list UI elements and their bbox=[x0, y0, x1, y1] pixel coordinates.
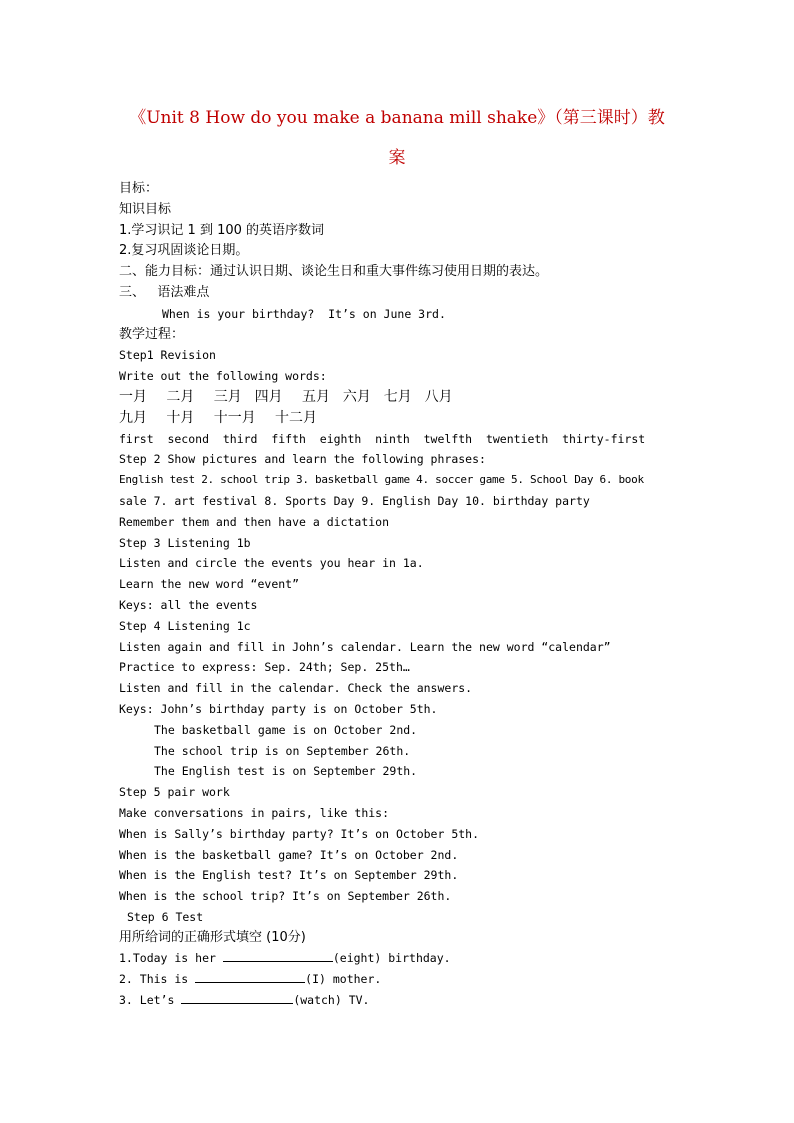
step4-instruction: Listen again and fill in John’s calendar. Learn the new word “calendar” bbox=[119, 639, 611, 654]
step6-heading: Step 6 Test bbox=[127, 909, 204, 924]
keys-line-2: The basketball game is on October 2nd. bbox=[154, 722, 418, 737]
step5-instruction: Make conversations in pairs, like this: bbox=[119, 805, 390, 820]
keys-line-1: Keys: John’s birthday party is on October 5th. bbox=[119, 701, 438, 716]
check-answers: Listen and fill in the calendar. Check the answers. bbox=[119, 681, 473, 696]
doc-title-line2: 案 bbox=[388, 148, 406, 168]
teaching-process-heading: 教学过程： bbox=[119, 326, 185, 342]
question-3-hint: (watch) TV. bbox=[293, 993, 370, 1008]
phrases-line-2: sale 7. art festival 8. Sports Day 9. English Day 10. birthday party bbox=[119, 493, 590, 508]
question-1-text: 1.Today is her bbox=[119, 951, 223, 966]
question-1 bbox=[119, 948, 719, 969]
keys-line-3: The school trip is on September 26th. bbox=[154, 743, 411, 758]
step1-instruction: Write out the following words: bbox=[119, 369, 327, 384]
goal-item-1: 1.学习识记 1 到 100 的英语序数词 bbox=[119, 222, 325, 238]
doc-title-line1: 《Unit 8 How do you make a banana mill shake》（第三课时）教 bbox=[129, 108, 665, 128]
document-body bbox=[119, 179, 719, 1011]
question-3-text: 3. Let’s bbox=[119, 993, 182, 1008]
step2-heading: Step 2 Show pictures and learn the following phrases: bbox=[119, 452, 486, 467]
ordinal-words: first second third fifth eighth ninth twelfth twentieth thirty-first bbox=[119, 431, 646, 446]
practice-express: Practice to express: Sep. 24th; Sep. 25th… bbox=[119, 660, 410, 675]
grammar-difficulty: 三、 语法难点 bbox=[119, 284, 210, 300]
step5-heading: Step 5 pair work bbox=[119, 785, 230, 800]
grammar-example: When is your birthday? It’s on June 3rd. bbox=[162, 306, 446, 321]
months-row-1: 一月 二月 三月 四月 五月 六月 七月 八月 bbox=[119, 388, 453, 405]
step3-heading: Step 3 Listening 1b bbox=[119, 535, 251, 550]
question-1-hint: (eight) birthday. bbox=[332, 951, 451, 966]
answer-blank-3 bbox=[181, 990, 293, 1004]
question-3 bbox=[119, 990, 719, 1011]
question-2-hint: (I) mother. bbox=[305, 972, 382, 987]
step1-heading: Step1 Revision bbox=[119, 348, 216, 363]
knowledge-goals: 知识目标 bbox=[119, 201, 172, 217]
conversation-3: When is the English test? It’s on September 29th. bbox=[119, 868, 459, 883]
question-2-text: 2. This is bbox=[119, 972, 196, 987]
keys-line-4: The English test is on September 29th. bbox=[154, 764, 418, 779]
step3-instruction: Listen and circle the events you hear in 1a. bbox=[119, 556, 424, 571]
conversation-1: When is Sally’s birthday party? It’s on October 5th. bbox=[119, 826, 480, 841]
dictation-note: Remember them and then have a dictation bbox=[119, 514, 390, 529]
phrases-line-1: English test 2. school trip 3. basketball game 4. soccer game 5. School Day 6. book bbox=[119, 473, 644, 487]
answer-blank-1 bbox=[223, 948, 333, 962]
step3-keys: Keys: all the events bbox=[119, 597, 258, 612]
goals-heading: 目标： bbox=[119, 181, 159, 196]
ability-goals: 二、能力目标：通过认识日期、谈论生日和重大事件练习使用日期的表达。 bbox=[119, 264, 549, 280]
conversation-4: When is the school trip? It’s on September 26th. bbox=[119, 889, 452, 904]
answer-blank-2 bbox=[195, 969, 305, 983]
question-2 bbox=[119, 969, 719, 990]
test-instruction: 用所给词的正确形式填空 (10分) bbox=[119, 929, 306, 945]
months-row-2: 九月 十月 十一月 十二月 bbox=[119, 409, 318, 426]
new-word-event: Learn the new word “event” bbox=[119, 577, 300, 592]
goal-item-2: 2.复习巩固谈论日期。 bbox=[119, 243, 249, 259]
step4-heading: Step 4 Listening 1c bbox=[119, 618, 251, 633]
conversation-2: When is the basketball game? It’s on October 2nd. bbox=[119, 847, 459, 862]
